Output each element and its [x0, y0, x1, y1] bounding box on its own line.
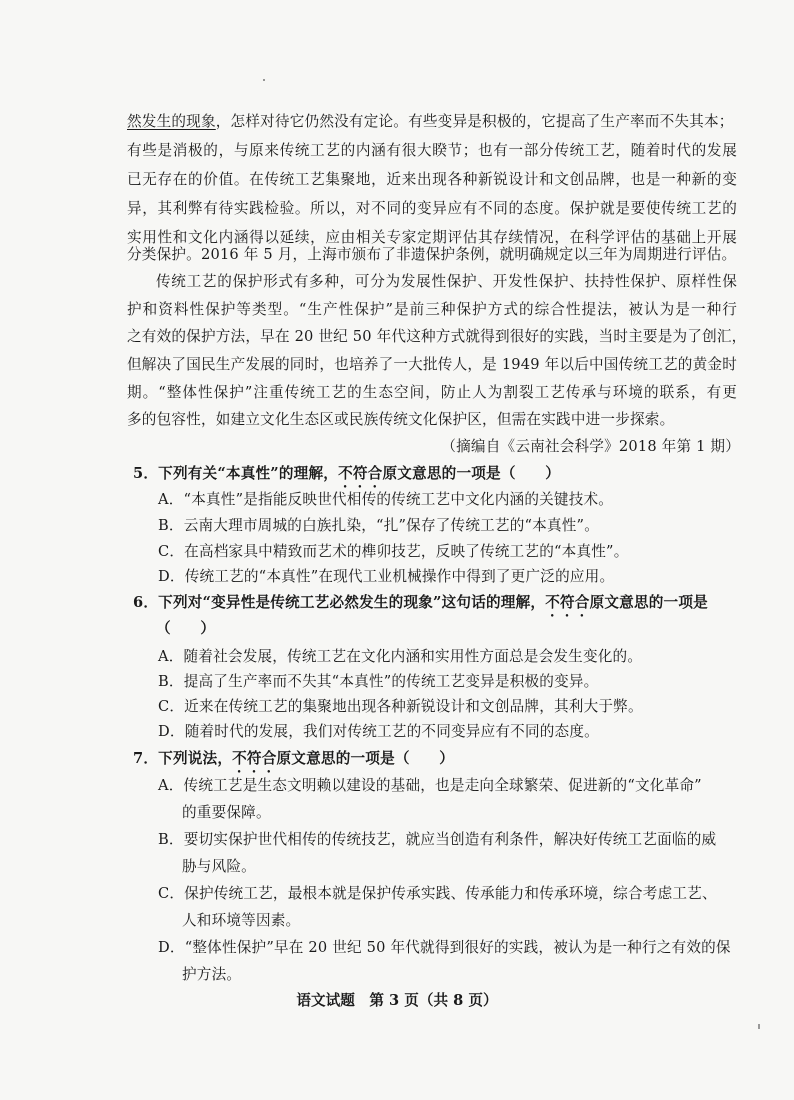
passage-line: 有些是消极的，与原来传统工艺的内涵有很大睽节；也有一部分传统工艺，随着时代的发展 — [127, 142, 737, 159]
question-6-option-b: B．提高了生产率而不失其“本真性”的传统工艺变异是积极的变异。 — [158, 673, 599, 690]
question-5-option-a: A．“本真性”是指能反映世代相传的传统工艺中文化内涵的关键技术。 — [158, 491, 614, 508]
passage-line: 多的包容性，如建立文化生态区或民族传统文化保护区，但需在实践中进一步探索。 — [127, 411, 675, 428]
scan-speck — [263, 79, 265, 81]
question-6-option-c: C．近来在传统工艺的集聚地出现各种新锐设计和文创品牌，其利大于弊。 — [158, 698, 643, 715]
source-citation: （摘编自《云南社会科学》2018 年第 1 期） — [441, 438, 740, 455]
question-6-option-a: A．随着社会发展，传统工艺在文化内涵和实用性方面总是会发生变化的。 — [158, 648, 643, 665]
passage-line: 护和资料性保护等类型。“生产性保护”是前三种保护方式的综合性提法，被认为是一种行 — [127, 301, 737, 318]
passage-line: 分类保护。2016 年 5 月，上海市颁布了非遗保护条例，就明确规定以三年为周期进行评估。 — [127, 246, 737, 263]
question-5-stem: 5．下列有关“本真性”的理解，不符合原文意思的一项是（ ） — [133, 465, 560, 482]
passage-line: 之有效的保护方法，早在 20 世纪 50 年代这种方式就得到很好的实践，当时主要是为了创汇， — [127, 328, 747, 345]
question-5-option-d: D．传统工艺的“本真性”在现代工业机械操作中得到了更广泛的应用。 — [158, 568, 615, 585]
passage-line: 期。“整体性保护”注重传统工艺的生态空间，防止人为割裂工艺传承与环境的联系，有更 — [127, 384, 737, 401]
passage-line: 传统工艺的保护形式有多种，可分为发展性保护、开发性保护、扶持性保护、原样性保 — [156, 273, 737, 290]
question-7-option-b-cont: 胁与风险。 — [182, 858, 256, 875]
passage-line: 已无存在的价值。在传统工艺集聚地，近来出现各种新锐设计和文创品牌，也是一种新的变 — [127, 171, 737, 188]
question-7-option-a: A．传统工艺是生态文明赖以建设的基础，也是走向全球繁荣、促进新的“文化革命” — [158, 777, 702, 794]
page-footer: 语文试题 第 3 页（共 8 页） — [296, 992, 498, 1009]
passage-line: 但解决了国民生产发展的同时，也培养了一大批传人，是 1949 年以后中国传统工艺的黄金时 — [127, 356, 737, 373]
question-7-option-d: D．“整体性保护”早在 20 世纪 50 年代就得到很好的实践，被认为是一种行之有效的保 — [158, 939, 731, 956]
question-6-option-d: D．随着时代的发展，我们对传统工艺的不同变异应有不同的态度。 — [158, 723, 599, 740]
question-6-stem: 6．下列对“变异性是传统工艺必然发生的现象”这句话的理解，不符合原文意思的一项是 — [133, 594, 708, 611]
passage-line: 异，其利弊有待实践检验。所以，对不同的变异应有不同的态度。保护就是要使传统工艺的 — [127, 200, 737, 217]
question-7-option-a-cont: 的重要保障。 — [182, 804, 271, 821]
scan-speck — [758, 1024, 760, 1029]
question-5-option-b: B．云南大理市周城的白族扎染，“扎”保存了传统工艺的“本真性”。 — [158, 517, 600, 534]
question-7-option-c-cont: 人和环境等因素。 — [182, 912, 301, 929]
question-7-option-c: C．保护传统工艺，最根本就是保护传承实践、传承能力和传承环境，综合考虑工艺、 — [158, 885, 717, 902]
question-7-option-d-cont: 护方法。 — [182, 966, 242, 983]
question-7-stem: 7．下列说法，不符合原文意思的一项是（ ） — [133, 750, 455, 767]
passage-line: 实用性和文化内涵得以延续，应由相关专家定期评估其存续情况，在科学评估的基础上开展 — [127, 229, 737, 246]
question-7-option-b: B．要切实保护世代相传的传统技艺，就应当创造有利条件，解决好传统工艺面临的威 — [158, 831, 717, 848]
question-6-stem-paren: （ ） — [156, 620, 216, 637]
question-5-option-c: C．在高档家具中精致而艺术的榫卯技艺，反映了传统工艺的“本真性”。 — [158, 543, 629, 560]
passage-line: 然发生的现象，怎样对待它仍然没有定论。有些变异是积极的，它提高了生产率而不失其本； — [127, 113, 734, 130]
